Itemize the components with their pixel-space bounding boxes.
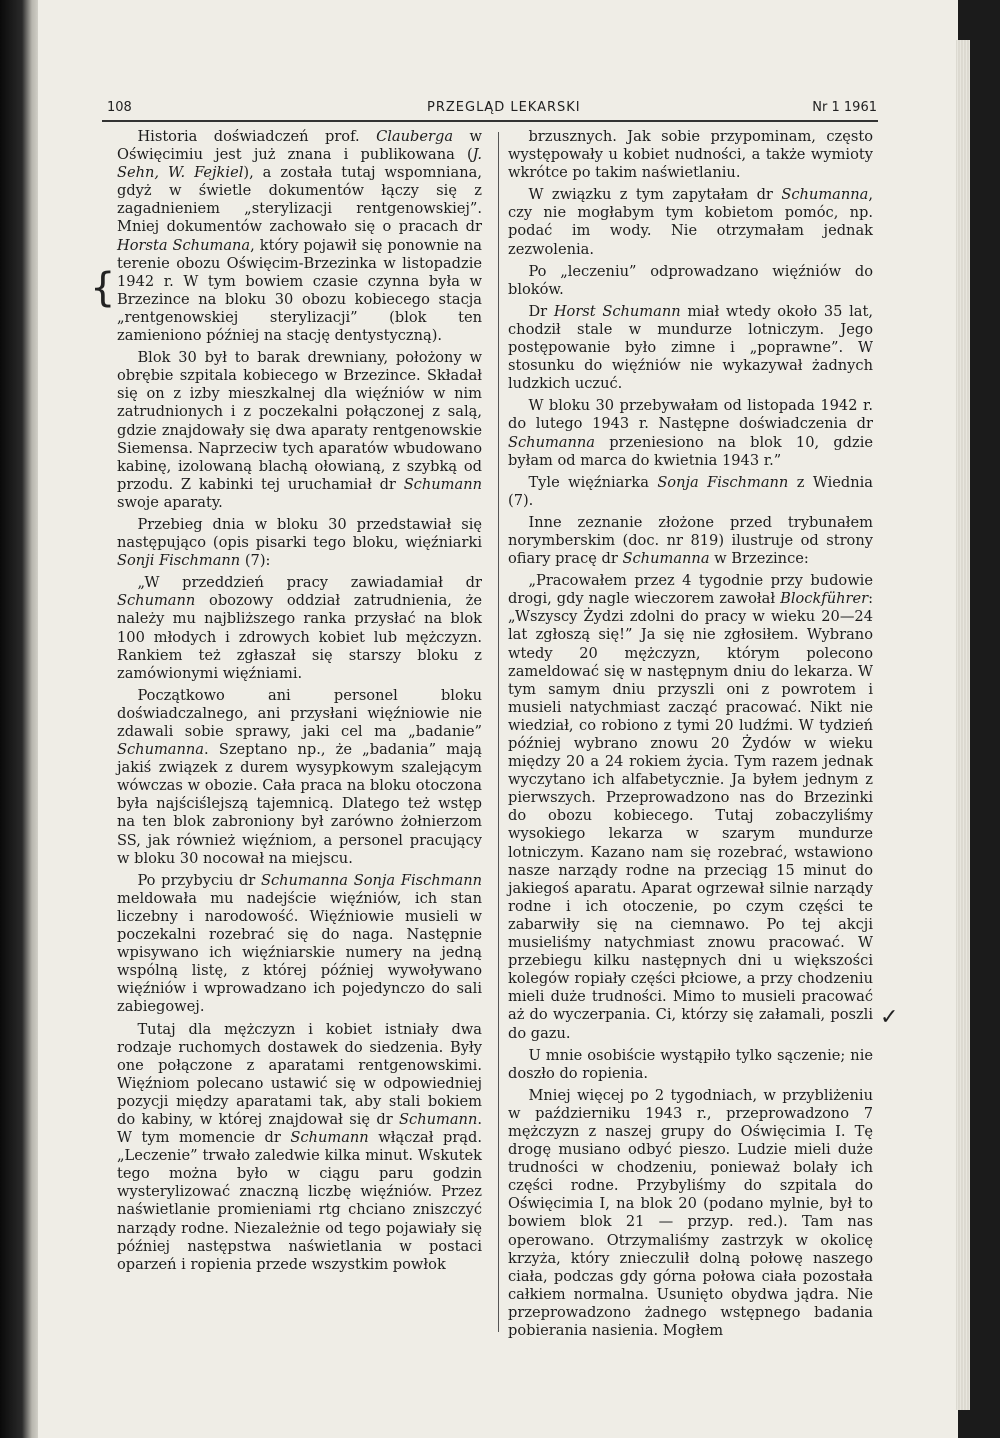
- italic-name: Blockführer: [780, 590, 869, 608]
- paragraph: [508, 303, 873, 393]
- header-rule: [102, 120, 878, 122]
- italic-name: Clauberga: [376, 128, 454, 145]
- text-run: Dr: [528, 302, 554, 320]
- text-run: W bloku 30 przebywałam od listopada 1942 r. do lutego 1943 r. Następne doświadczenia dr: [508, 397, 873, 433]
- text-run: Blok 30 był to barak drewniany, położony w obrębie szpitala kobiecego w Brzezince. Składał się on z izby mieszkalnej dla więźniów w nim zatrudnionych i z poczekalni połączonej z salą, gdzie znajdowały się dwa aparaty rentgenowskie Siemensa. Naprzeciw tych aparatów wbudowano kabinę, izolowaną blachą ołowianą, z szybką od przodu. Z kabinki tej uruchamiał dr: [117, 349, 482, 493]
- text-run: brzusznych. Jak sobie przypominam, często występowały u kobiet nudności, a także wymioty wkrótce po takim naświetlaniu.: [508, 128, 873, 182]
- paragraph: [508, 186, 873, 258]
- paragraph: [117, 872, 482, 1017]
- paragraph: [508, 474, 873, 510]
- text-run: swoje aparaty.: [117, 493, 223, 511]
- paragraph: [508, 572, 873, 1042]
- paragraph: [508, 1047, 873, 1083]
- italic-name: Sonja Fischmann: [657, 473, 789, 491]
- text-run: : „Wszyscy Żydzi zdolni do pracy w wieku 20—24 lat zgłoszą się!” Ja się nie zgłosiłem. Wybrano wtedy 20 mężczyzn, którym polecono zameldować się w następnym dniu do lekarza. W tym samym dniu przyszli oni z powrotem i musieli natychmiast zacząć pracować. Nikt nie wiedział, co robiono z tymi 20 ludźmi. W tydzień później wybrano znowu 20 Żydów w wieku między 20 a 24 rokiem życia. Tym razem jednak wyczytano ich alfabetycznie. Ja byłem jednym z pierwszych. Przeprowadzono nas do Brzezinki do obozu kobiecego. Tutaj zobaczyliśmy wysokiego lekarza w szarym mundurze lotniczym. Kazano nam się rozebrać, wstawiono nasze narządy rodne na przeciąg 15 minut do jakiegoś aparatu. Aparat ogrzewał silnie narządy rodne i ich otoczenie, po czym części te zabarwiły się na ciemnawo. Po tej akcji musieliśmy natychmiast znowu pracować. W przebiegu kilku następnych dni u większości kolegów ropiały części płciowe, a przy chodzeniu mieli duże trudności. Mimo to musieli pracować aż do wyczerpania. Ci, którzy się załamali, poszli do gazu.: [508, 590, 873, 1042]
- italic-name: Schumann: [403, 475, 482, 493]
- italic-name: Sonji Fischmann: [117, 552, 241, 570]
- paragraph: [508, 397, 873, 469]
- paragraph: [117, 687, 482, 868]
- text-run: Tyle więźniarka: [528, 473, 658, 491]
- margin-pencil-tick: ✓: [880, 1005, 899, 1030]
- text-run: U mnie osobiście wystąpiło tylko sączenie; nie doszło do ropienia.: [508, 1046, 873, 1082]
- italic-name: Schumanna: [117, 741, 205, 759]
- page-stack-edge: [956, 40, 970, 1410]
- text-run: (7):: [240, 552, 271, 570]
- book-spine-shadow: [0, 0, 40, 1438]
- italic-name: Schumann: [117, 592, 196, 610]
- text-run: ), a została tutaj wspomniana, gdyż w świetle dokumentów łączy się z zagadnieniem „sterylizacji rentgenowskiej”. Mniej dokumentów zachowało się o pracach dr: [117, 164, 482, 236]
- text-run: „W przeddzień pracy zawiadamiał dr: [137, 574, 482, 592]
- text-run: Przebieg dnia w bloku 30 przedstawiał się następująco (opis pisarki tego bloku, więźniarki: [117, 515, 482, 552]
- italic-name: Schumanna Sonja Fischmann: [260, 871, 483, 889]
- text-run: . W tym momencie dr: [117, 1110, 482, 1147]
- text-run: w Brzezince:: [709, 550, 809, 568]
- text-run: . Szeptano np., że „badania” mają jakiś związek z durem wysypkowym szalejącym wówczas w obozie. Cała praca na bloku otoczona była najściślejszą tajemnicą. Dlatego też wstęp na ten blok zabroniony był zarówno żołnierzom SS, jak również więźniom, a personel pracujący w bloku 30 nocował na miejscu.: [117, 741, 482, 867]
- text-run: włączał prąd. „Leczenie” trwało zaledwie kilka minut. Wskutek tego można było w ciągu paru godzin wysterylizować znaczną liczbę więźniów. Przez naświetlanie promieniami rtg chciano zniszczyć narządy rodne. Niezależnie od tego pojawiały się później następstwa naświetlania w postaci oparzeń i ropienia przede wszystkim powłok: [117, 1129, 482, 1273]
- text-run: Mniej więcej po 2 tygodniach, w przybliżeniu w październiku 1943 r., przeprowadzono 7 mężczyzn z naszej grupy do Oświęcimia I. Tę drogę musiano odbyć pieszo. Ludzie mieli duże trudności w chodzeniu, ponieważ bolały ich części rodne. Przybyliśmy do szpitala do Oświęcimia I, na blok 20 (podano mylnie, był to bowiem blok 21 — przyp. red.). Tam nas operowano. Otrzymaliśmy zastrzyk w okolicę krzyża, który znieczulił dolną połowę naszego ciała, podczas gdy górna połowa ciała pozostała całkiem normalna. Usunięto obydwa jądra. Nie przeprowadzono żadnego wstępnego badania pobierania nasienia. Mogłem: [508, 1086, 873, 1339]
- italic-name: Schumanna: [622, 550, 710, 568]
- text-run: W związku z tym zapytałam dr: [528, 186, 782, 204]
- text-run: obozowy oddział zatrudnienia, że należy mu najbliższego ranka przysłać na blok 100 młodych i zdrowych kobiet lub mężczyzn. Rankiem też zgłaszał się starszy bloku z zamówionymi więźniami.: [117, 592, 482, 682]
- italic-name: Schumanna: [781, 186, 869, 204]
- text-run: , który pojawił się ponownie na terenie obozu Oświęcim-Brzezinka w listopadzie 1942 r. W tym bowiem czasie czynna była w Brzezince na bloku 30 obozu kobiecego stacja „rentgenowskiej sterylizacji” (blok ten zamieniono później na stację dentystyczną).: [117, 236, 482, 345]
- right-text-column: [508, 128, 873, 1344]
- paragraph: [117, 1021, 482, 1274]
- journal-title: PRZEGLĄD LEKARSKI: [427, 100, 581, 115]
- italic-name: Schumanna: [508, 433, 596, 451]
- paragraph: [508, 514, 873, 568]
- paragraph: [508, 1087, 873, 1340]
- left-text-column: [117, 128, 482, 1278]
- text-run: Po „leczeniu” odprowadzano więźniów do bloków.: [508, 262, 873, 298]
- italic-name: J. Sehn, W. Fejkiel: [117, 146, 482, 182]
- text-run: meldowała mu nadejście więźniów, ich stan liczebny i narodowość. Więźniowie musieli w poczekalni rozebrać się do naga. Następnie wpisywano ich więźniarskie numery na jedną wspólną listę, z której później wywoływano więźniów i wprowadzano ich pojedynczo do sali zabiegowej.: [117, 889, 482, 1016]
- paragraph: [508, 128, 873, 182]
- italic-name: Schumann: [399, 1110, 478, 1128]
- margin-pencil-bracket: {: [90, 265, 116, 311]
- issue-number: Nr 1 1961: [812, 100, 877, 115]
- italic-name: Horsta Schumana: [117, 236, 251, 254]
- italic-name: Schumann: [290, 1129, 369, 1147]
- text-run: , czy nie mogłabym tym kobietom pomóc, np. podać im wody. Nie otrzymałam jednak zezwolenia.: [508, 186, 873, 258]
- text-run: „Pracowałem przez 4 tygodnie przy budowie drogi, gdy nagle wieczorem zawołał: [508, 572, 873, 608]
- paragraph: [508, 263, 873, 299]
- column-divider: [498, 132, 499, 1332]
- paragraph: [117, 128, 482, 345]
- running-header: [105, 98, 877, 120]
- paragraph: [117, 349, 482, 512]
- text-run: Początkowo ani personel bloku doświadczalnego, ani przysłani więźniowie nie zdawali sobie sprawy, jaki cel ma „badanie”: [117, 686, 482, 740]
- text-run: Historia doświadczeń prof.: [137, 128, 377, 145]
- text-run: Po przybyciu dr: [137, 871, 261, 889]
- paragraph: [117, 574, 482, 683]
- text-run: Tutaj dla mężczyzn i kobiet istniały dwa rodzaje ruchomych dostawek do siedzenia. Były one połączone z aparatami rentgenowskimi. Więźniom polecano ustawić się w odpowiedniej pozycji między aparatami tak, aby stali bokiem do kabiny, w której znajdował się dr: [117, 1020, 482, 1128]
- page-number: 108: [107, 100, 132, 115]
- text-run: z Wiednia (7).: [508, 473, 873, 509]
- italic-name: Horst Schumann: [553, 302, 681, 320]
- text-run: przeniesiono na blok 10, gdzie byłam od marca do kwietnia 1943 r.”: [508, 433, 873, 469]
- paragraph: [117, 516, 482, 570]
- text-run: miał wtedy około 35 lat, chodził stale w mundurze lotniczym. Jego postępowanie było zimne i „poprawne”. W stosunku do więźniów nie wykazywał żadnych ludzkich uczuć.: [508, 302, 873, 393]
- text-run: w Oświęcimiu jest już znana i publikowana (: [117, 128, 482, 164]
- text-run: Inne zeznanie złożone przed trybunałem norymberskim (doc. nr 819) ilustruje od strony ofiary pracę dr: [508, 513, 873, 568]
